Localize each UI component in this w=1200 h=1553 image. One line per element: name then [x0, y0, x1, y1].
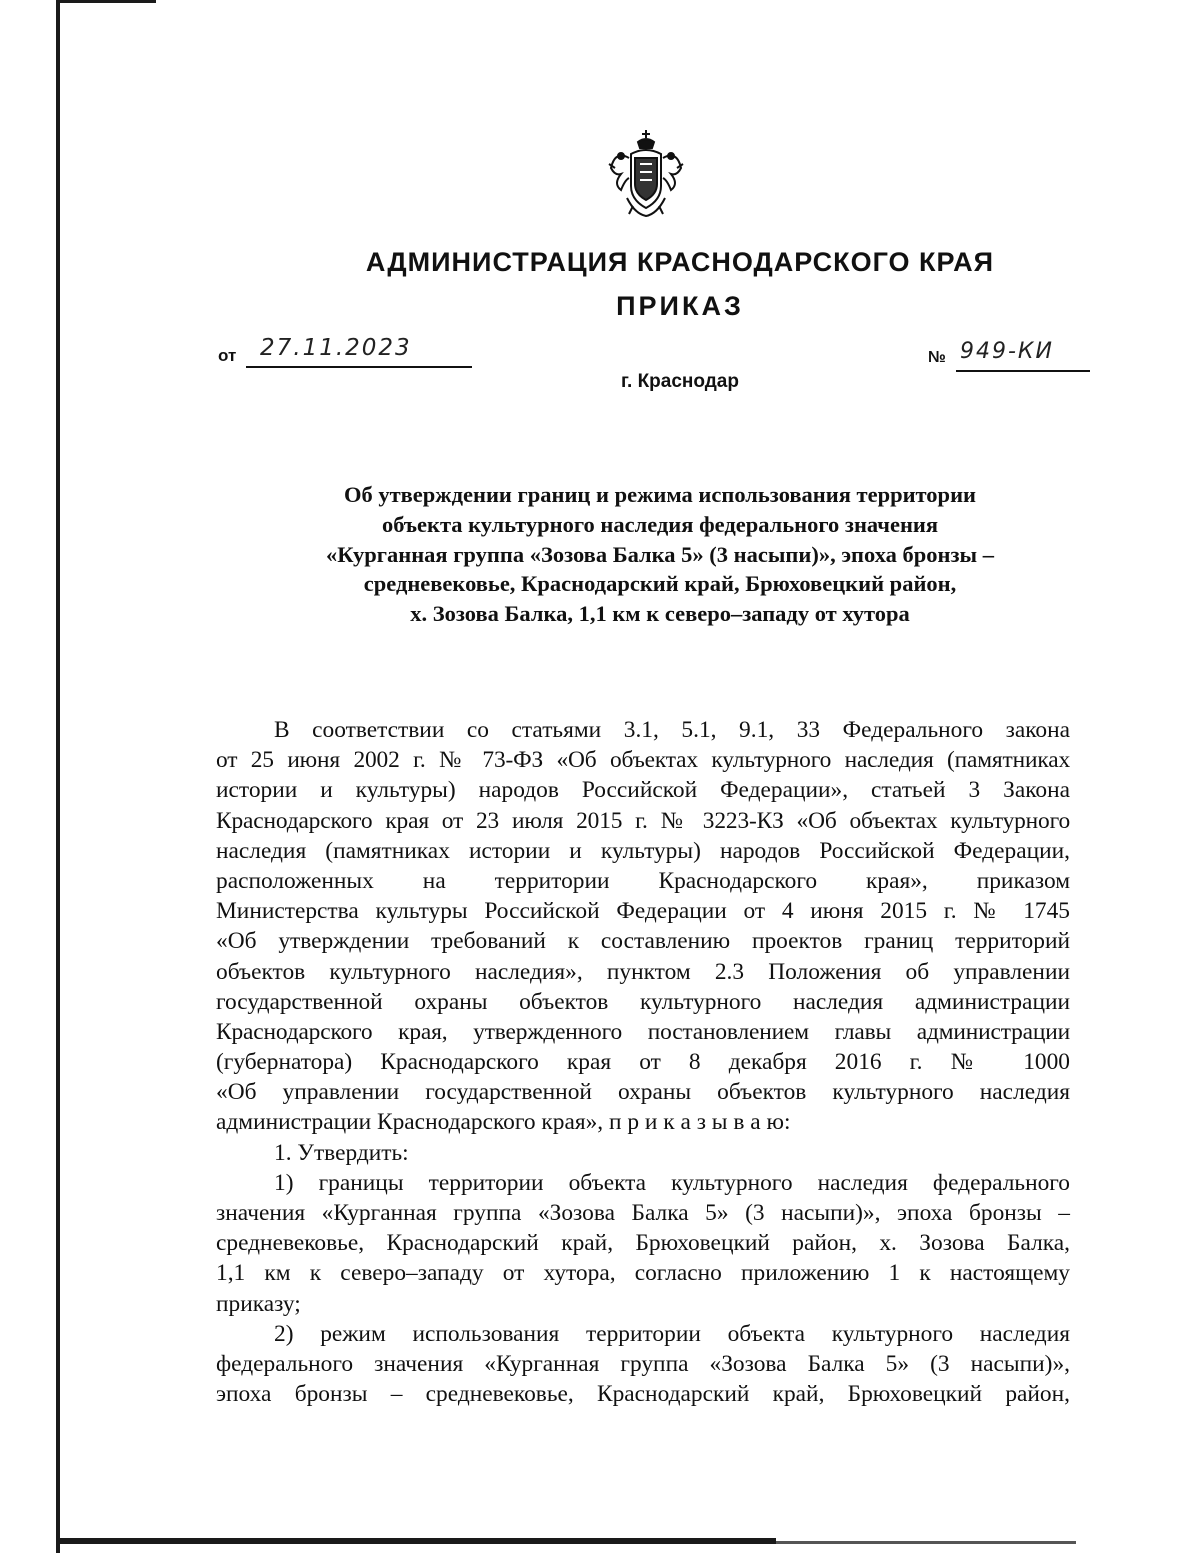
- body-line: средневековье, Краснодарский край, Брюховецкий район, х. Зозова Балка,: [216, 1230, 1070, 1257]
- body-line: 1) границы территории объекта культурного наследия федерального: [274, 1169, 1070, 1196]
- scan-border-top: [56, 0, 156, 3]
- number-prefix: №: [928, 349, 946, 366]
- scan-border-left: [56, 0, 60, 1553]
- body-line: 1. Утвердить:: [274, 1139, 409, 1166]
- body-line: значения «Курганная группа «Зозова Балка 5» (3 насыпи)», эпоха бронзы –: [216, 1200, 1070, 1226]
- body-line: истории и культуры) народов Российской Федерации», статьей 3 Закона: [216, 777, 1070, 804]
- title-line: Об утверждении границ и режима использования территории: [343, 482, 977, 507]
- title-line: «Курганная группа «Зозова Балка 5» (3 насыпи)», эпоха бронзы –: [326, 541, 994, 567]
- scan-border-bottom-faint: [776, 1541, 1076, 1544]
- document-title: [200, 480, 1120, 629]
- body-line: Краснодарского края, утвержденного постановлением главы администрации: [216, 1018, 1070, 1045]
- document-type: ПРИКАЗ: [616, 291, 744, 321]
- body-line: 2) режим использования территории объекта культурного наследия: [274, 1320, 1070, 1347]
- document-body: [216, 715, 1070, 1409]
- body-line: Министерства культуры Российской Федерации от 4 июня 2015 г. № 1745: [216, 898, 1070, 925]
- body-line: расположенных на территории Краснодарского края», приказом: [216, 867, 1070, 894]
- date-prefix: от: [218, 346, 237, 365]
- title-line: объекта культурного наследия федерального значения: [381, 511, 939, 537]
- body-line: «Об управлении государственной охраны объектов культурного наследия: [216, 1079, 1070, 1106]
- body-line: В соответствии со статьями 3.1, 5.1, 9.1, 33 Федерального закона: [274, 717, 1070, 743]
- body-line: Краснодарского края от 23 июля 2015 г. № 3223-КЗ «Об объектах культурного: [216, 807, 1070, 834]
- scan-border-bottom: [56, 1538, 776, 1544]
- body-line: администрации Краснодарского края», п р и к а з ы в а ю:: [216, 1109, 791, 1136]
- body-line: объектов культурного наследия», пунктом 2.3 Положения об управлении: [216, 958, 1070, 985]
- document-number: 949-КИ: [956, 334, 1090, 372]
- document-date: 27.11.2023: [246, 330, 472, 368]
- organization-name: АДМИНИСТРАЦИЯ КРАСНОДАРСКОГО КРАЯ: [365, 247, 995, 277]
- body-line: наследия (памятниках истории и культуры) народов Российской Федерации,: [216, 837, 1070, 864]
- body-line: «Об утверждении требований к составлению проектов границ территорий: [216, 928, 1070, 955]
- body-line: (губернатора) Краснодарского края от 8 декабря 2016 г. № 1000: [216, 1049, 1070, 1076]
- body-line: приказу;: [216, 1290, 301, 1317]
- body-line: эпоха бронзы – средневековье, Краснодарский край, Брюховецкий район,: [216, 1381, 1070, 1408]
- body-line: 1,1 км к северо–западу от хутора, согласно приложению 1 к настоящему: [216, 1260, 1070, 1287]
- body-line: от 25 июня 2002 г. № 73-ФЗ «Об объектах культурного наследия (памятниках: [216, 747, 1070, 774]
- title-line: х. Зозова Балка, 1,1 км к северо–западу от хутора: [410, 601, 910, 627]
- title-line: средневековье, Краснодарский край, Брюховецкий район,: [363, 571, 957, 597]
- body-line: федерального значения «Курганная группа «Зозова Балка 5» (3 насыпи)»,: [216, 1350, 1070, 1377]
- city: г. Краснодар: [621, 371, 739, 392]
- coat-of-arms-icon: [607, 128, 685, 220]
- body-line: государственной охраны объектов культурного наследия администрации: [216, 988, 1070, 1015]
